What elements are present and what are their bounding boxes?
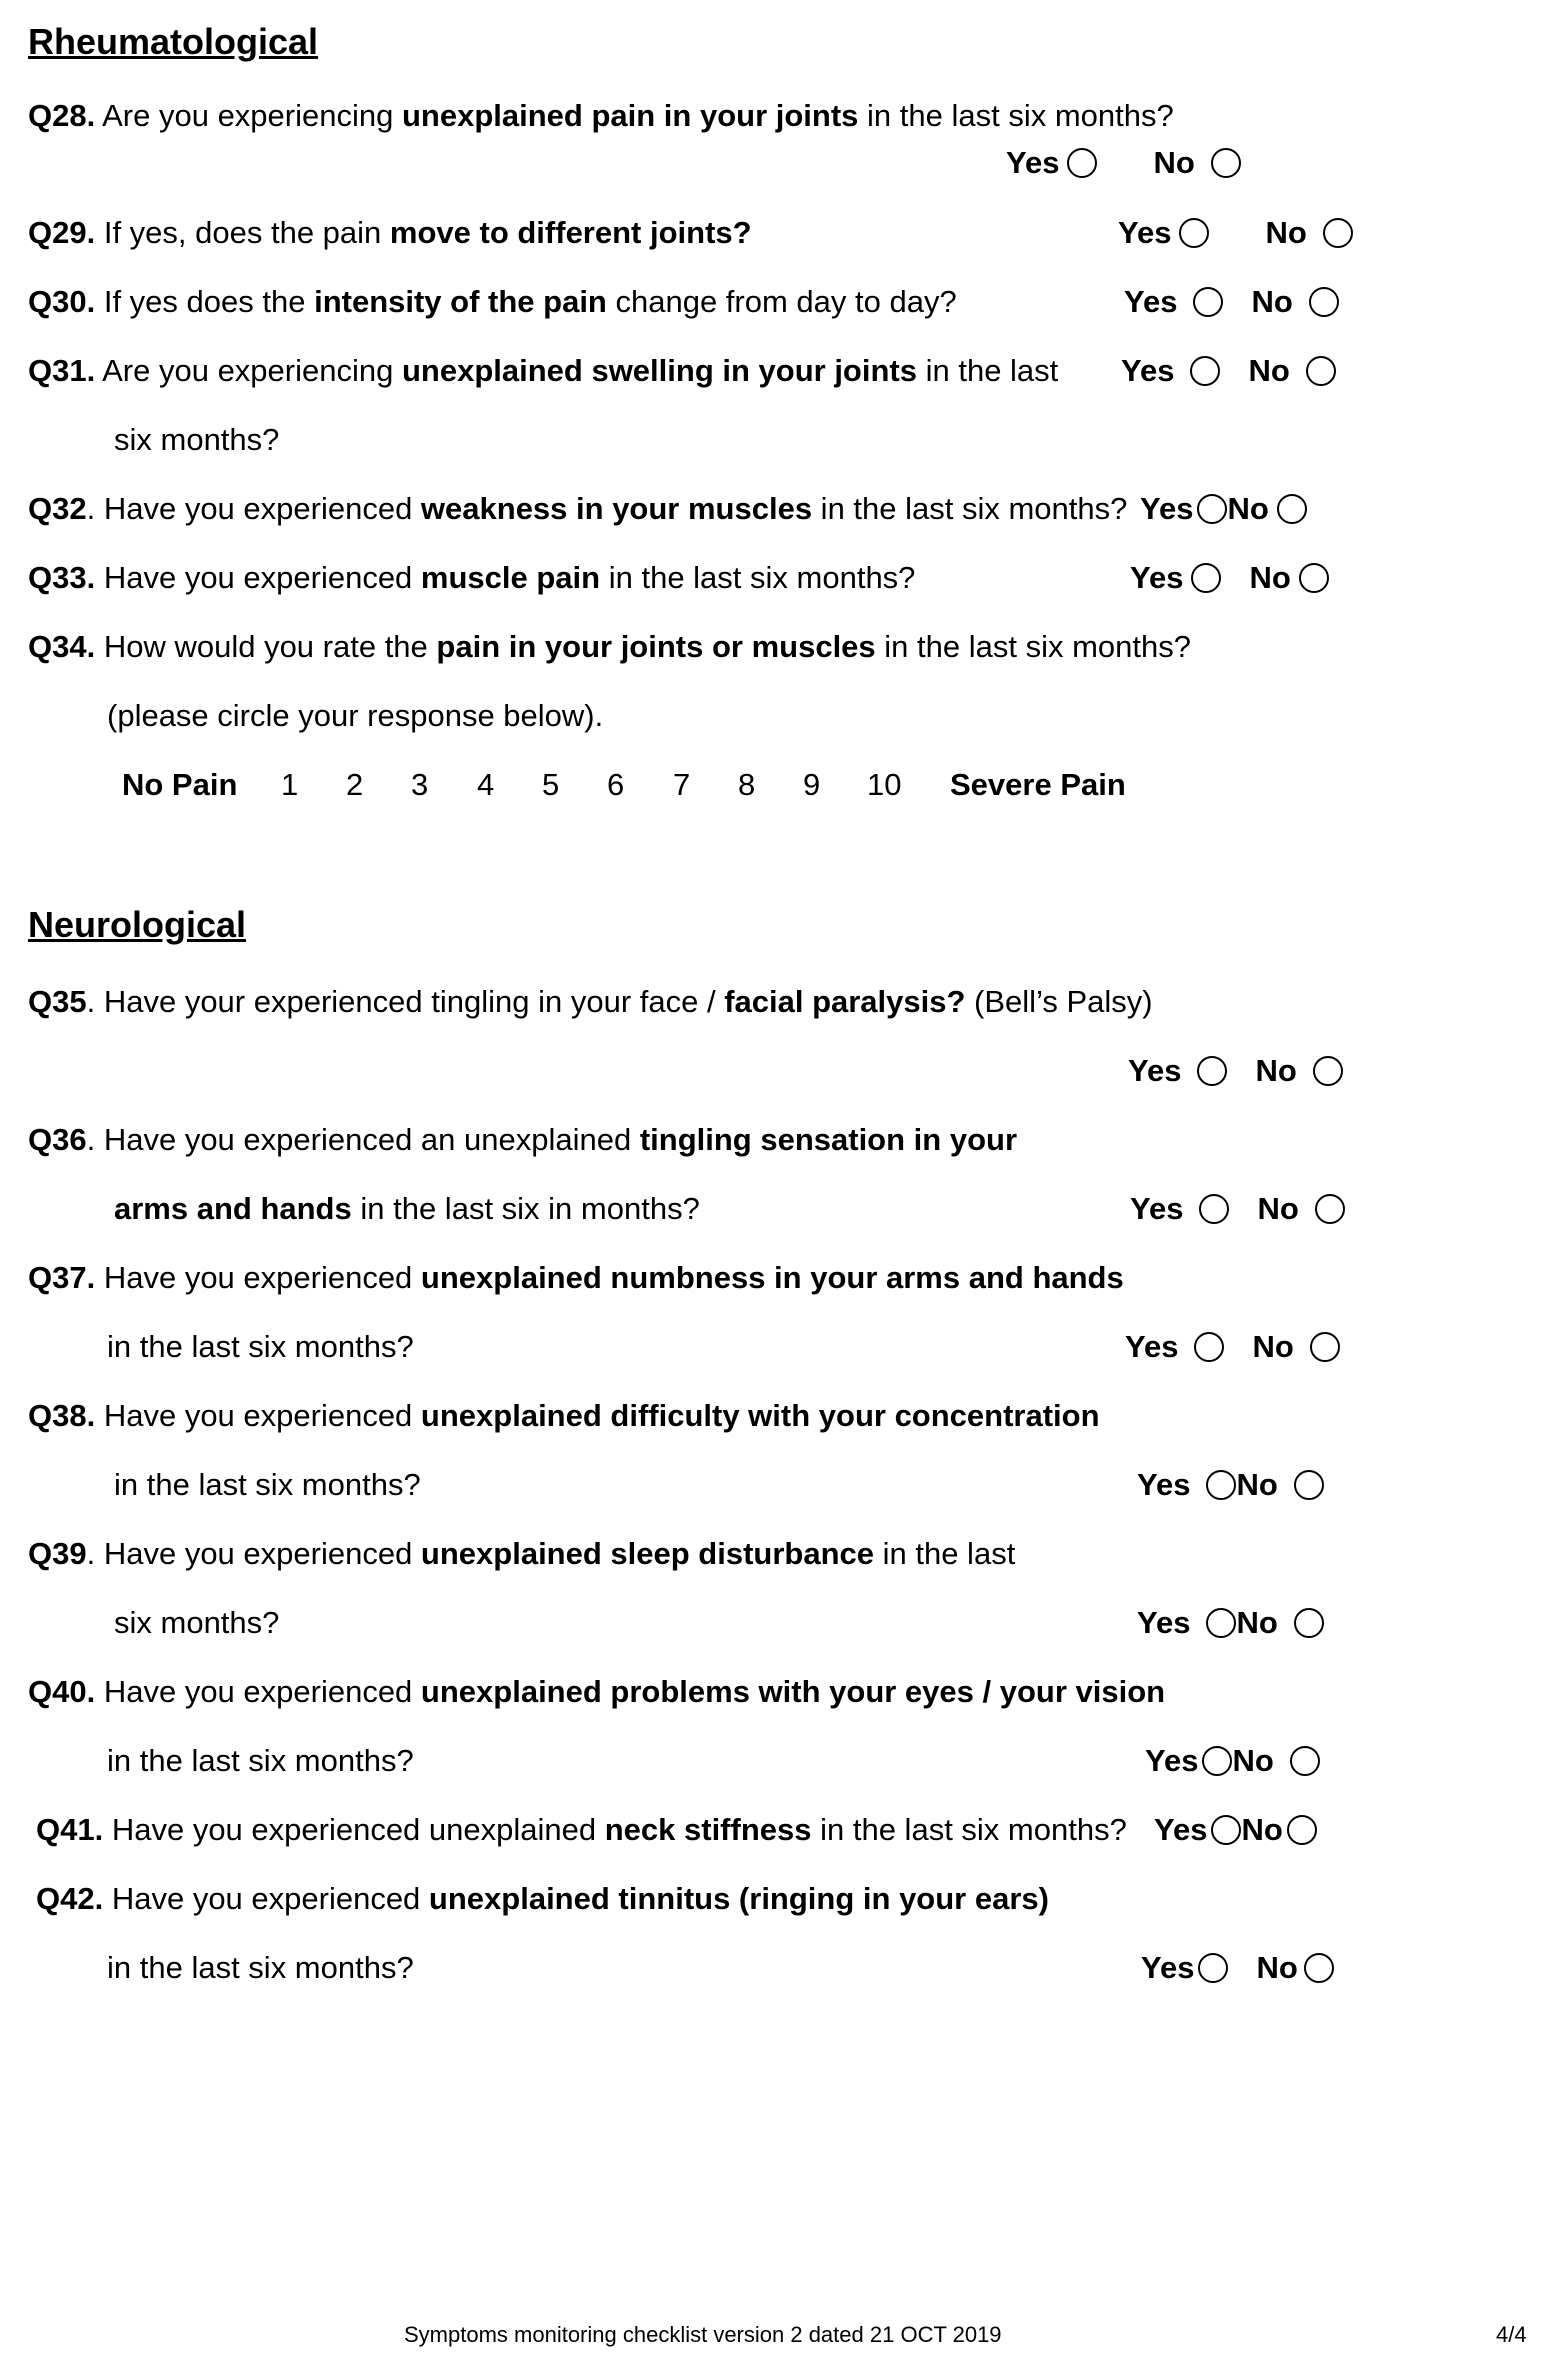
- yes-option[interactable]: [1128, 1051, 1227, 1091]
- question-text: Are you experiencing: [95, 353, 402, 388]
- no-option[interactable]: [1227, 489, 1306, 529]
- question-number: Q38.: [28, 1398, 96, 1433]
- pain-scale-8[interactable]: 8: [738, 767, 756, 802]
- question-q29: [28, 213, 752, 253]
- yes-option[interactable]: [1118, 213, 1209, 253]
- no-label: No: [1236, 1467, 1278, 1502]
- question-text: in the last: [874, 1536, 1016, 1571]
- question-number: Q41.: [36, 1812, 104, 1847]
- pain-scale-2[interactable]: 2: [346, 767, 364, 802]
- no-radio[interactable]: [1290, 1746, 1320, 1776]
- question-text: . Have you experienced: [86, 1536, 421, 1571]
- pain-scale-high-label: Severe Pain: [950, 767, 1126, 802]
- no-radio[interactable]: [1294, 1608, 1324, 1638]
- yes-label: Yes: [1145, 1743, 1199, 1778]
- yes-radio[interactable]: [1197, 494, 1227, 524]
- no-radio[interactable]: [1304, 1953, 1334, 1983]
- yes-radio[interactable]: [1206, 1608, 1236, 1638]
- yes-option[interactable]: [1121, 351, 1220, 391]
- yes-option[interactable]: [1137, 1465, 1236, 1505]
- question-q34: [28, 627, 1191, 667]
- question-text: Have you experienced: [95, 1674, 421, 1709]
- no-option[interactable]: [1153, 143, 1240, 183]
- answer-q32: [1140, 489, 1307, 529]
- question-number: Q36: [28, 1122, 87, 1157]
- question-number: Q33.: [28, 560, 96, 595]
- question-q31: [28, 351, 1058, 391]
- yes-label: Yes: [1125, 1329, 1179, 1364]
- yes-radio[interactable]: [1197, 1056, 1227, 1086]
- question-q38: [28, 1396, 1100, 1436]
- no-label: No: [1255, 1053, 1297, 1088]
- question-q36: [28, 1120, 1017, 1160]
- no-radio[interactable]: [1323, 218, 1353, 248]
- question-text: If yes, does the pain: [95, 215, 390, 250]
- question-number: Q30.: [28, 284, 96, 319]
- question-bold-text: unexplained pain in your joints: [401, 98, 859, 133]
- question-bold-text: weakness in your muscles: [420, 491, 813, 526]
- yes-label: Yes: [1006, 145, 1060, 180]
- question-q31-continued: six months?: [114, 422, 280, 457]
- yes-option[interactable]: [1130, 1189, 1229, 1229]
- question-number: Q37.: [28, 1260, 96, 1295]
- answer-q40: [1145, 1741, 1320, 1781]
- yes-label: Yes: [1128, 1053, 1182, 1088]
- yes-radio[interactable]: [1194, 1332, 1224, 1362]
- yes-label: Yes: [1141, 1950, 1195, 1985]
- question-bold-text: tingling sensation in your: [639, 1122, 1018, 1157]
- yes-option[interactable]: [1141, 1948, 1228, 1988]
- no-option[interactable]: [1265, 213, 1352, 253]
- yes-radio[interactable]: [1067, 148, 1097, 178]
- answer-q28: [1006, 143, 1241, 183]
- question-q37: [28, 1258, 1124, 1298]
- no-radio[interactable]: [1310, 1332, 1340, 1362]
- question-q30: [28, 282, 957, 322]
- question-text: (Bell’s Palsy): [965, 984, 1153, 1019]
- answer-q41: [1154, 1810, 1317, 1850]
- yes-radio[interactable]: [1191, 563, 1221, 593]
- no-label: No: [1248, 353, 1290, 388]
- question-q35: [28, 982, 1153, 1022]
- question-text: change from day to day?: [606, 284, 957, 319]
- question-number: Q28.: [28, 98, 96, 133]
- question-text: Have you experienced: [103, 1881, 429, 1916]
- no-label: No: [1236, 1605, 1278, 1640]
- yes-option[interactable]: [1130, 558, 1221, 598]
- no-option[interactable]: [1255, 1051, 1342, 1091]
- question-bold-text: unexplained problems with your eyes / your vision: [420, 1674, 1166, 1709]
- question-text: in the last six months?: [600, 560, 916, 595]
- question-text: in the last six in months?: [351, 1191, 700, 1226]
- yes-label: Yes: [1118, 215, 1172, 250]
- yes-radio[interactable]: [1198, 1953, 1228, 1983]
- question-bold-text: unexplained difficulty with your concentration: [420, 1398, 1100, 1433]
- no-label: No: [1251, 284, 1293, 319]
- question-number: Q42.: [36, 1881, 104, 1916]
- question-bold-text: neck stiffness: [604, 1812, 812, 1847]
- answer-q36: [1130, 1189, 1345, 1229]
- question-bold-text: unexplained tinnitus (ringing in your ears): [428, 1881, 1049, 1916]
- no-label: No: [1241, 1812, 1283, 1847]
- question-text: in the last: [916, 353, 1059, 388]
- question-text: Have you experienced unexplained: [103, 1812, 605, 1847]
- yes-option[interactable]: [1124, 282, 1223, 322]
- question-q40-continued: in the last six months?: [107, 1743, 414, 1778]
- yes-label: Yes: [1137, 1605, 1191, 1640]
- no-radio[interactable]: [1277, 494, 1307, 524]
- no-option[interactable]: [1251, 282, 1338, 322]
- pain-scale-10[interactable]: 10: [867, 767, 902, 802]
- section-heading-rheumatological: Rheumatological: [28, 21, 319, 62]
- yes-label: Yes: [1140, 491, 1194, 526]
- question-bold-text: facial paralysis?: [724, 984, 966, 1019]
- question-text: . Have you experienced an unexplained: [86, 1122, 640, 1157]
- question-q33: [28, 558, 915, 598]
- pain-scale-3[interactable]: 3: [411, 767, 429, 802]
- no-radio[interactable]: [1315, 1194, 1345, 1224]
- question-q32: [28, 489, 1127, 529]
- question-q39: [28, 1534, 1015, 1574]
- no-label: No: [1252, 1329, 1294, 1364]
- answer-q33: [1130, 558, 1329, 598]
- no-radio[interactable]: [1313, 1056, 1343, 1086]
- question-text: Are you experiencing: [95, 98, 402, 133]
- yes-label: Yes: [1121, 353, 1175, 388]
- no-option[interactable]: [1252, 1327, 1339, 1367]
- question-bold-text: move to different joints?: [389, 215, 752, 250]
- question-text: Have you experienced: [95, 1398, 421, 1433]
- question-q38-continued: in the last six months?: [114, 1467, 421, 1502]
- yes-radio[interactable]: [1193, 287, 1223, 317]
- yes-radio[interactable]: [1179, 218, 1209, 248]
- question-number: Q29.: [28, 215, 96, 250]
- question-number: Q32: [28, 491, 87, 526]
- question-text: Have you experienced: [95, 1260, 421, 1295]
- yes-radio[interactable]: [1199, 1194, 1229, 1224]
- question-number: Q35: [28, 984, 87, 1019]
- no-option[interactable]: [1236, 1603, 1323, 1643]
- answer-q37: [1125, 1327, 1340, 1367]
- question-number: Q34.: [28, 629, 96, 664]
- yes-label: Yes: [1130, 560, 1184, 595]
- answer-q38: [1137, 1465, 1324, 1505]
- footer-page-number: 4/4: [1496, 2322, 1527, 2347]
- no-option[interactable]: [1236, 1465, 1323, 1505]
- question-bold-text: muscle pain: [420, 560, 601, 595]
- yes-label: Yes: [1154, 1812, 1208, 1847]
- question-q40: [28, 1672, 1165, 1712]
- question-q41: [36, 1810, 1127, 1850]
- question-bold-text: arms and hands: [114, 1191, 352, 1226]
- question-bold-text: intensity of the pain: [314, 284, 607, 319]
- yes-option[interactable]: [1140, 489, 1227, 529]
- no-radio[interactable]: [1287, 1815, 1317, 1845]
- no-label: No: [1232, 1743, 1274, 1778]
- pain-scale-9[interactable]: 9: [803, 767, 821, 802]
- question-bold-text: unexplained numbness in your arms and hands: [420, 1260, 1124, 1295]
- yes-option[interactable]: [1006, 143, 1097, 183]
- no-radio[interactable]: [1306, 356, 1336, 386]
- no-radio[interactable]: [1294, 1470, 1324, 1500]
- answer-q30: [1124, 282, 1339, 322]
- question-q28: [28, 96, 1174, 136]
- question-number: Q40.: [28, 1674, 96, 1709]
- no-label: No: [1265, 215, 1307, 250]
- no-label: No: [1257, 1191, 1299, 1226]
- yes-radio[interactable]: [1211, 1815, 1241, 1845]
- question-bold-text: unexplained swelling in your joints: [401, 353, 917, 388]
- question-text: in the last six months?: [812, 491, 1128, 526]
- question-text: How would you rate the: [95, 629, 437, 664]
- no-option[interactable]: [1249, 558, 1328, 598]
- yes-option[interactable]: [1137, 1603, 1236, 1643]
- question-q42-continued: in the last six months?: [107, 1950, 414, 1985]
- question-bold-text: unexplained sleep disturbance: [420, 1536, 874, 1571]
- pain-scale-low-label: No Pain: [122, 767, 238, 802]
- section-heading-neurological: Neurological: [28, 904, 247, 945]
- question-text: in the last six months?: [858, 98, 1174, 133]
- question-text: If yes does the: [95, 284, 315, 319]
- question-q34-instruction: (please circle your response below).: [107, 698, 604, 733]
- yes-radio[interactable]: [1206, 1470, 1236, 1500]
- question-text: in the last six months?: [811, 1812, 1127, 1847]
- no-label: No: [1256, 1950, 1298, 1985]
- question-text: . Have you experienced: [86, 491, 421, 526]
- no-label: No: [1153, 145, 1195, 180]
- question-q36-continued: [114, 1189, 700, 1229]
- no-radio[interactable]: [1299, 563, 1329, 593]
- pain-scale-7[interactable]: 7: [673, 767, 691, 802]
- no-radio[interactable]: [1309, 287, 1339, 317]
- no-option[interactable]: [1248, 351, 1335, 391]
- answer-q35: [1128, 1051, 1343, 1091]
- question-q37-continued: in the last six months?: [107, 1329, 414, 1364]
- pain-scale-6[interactable]: 6: [607, 767, 625, 802]
- no-radio[interactable]: [1211, 148, 1241, 178]
- question-number: Q39: [28, 1536, 87, 1571]
- answer-q31: [1121, 351, 1336, 391]
- answer-q29: [1118, 213, 1353, 253]
- no-option[interactable]: [1241, 1810, 1316, 1850]
- footer-version-text: Symptoms monitoring checklist version 2 dated 21 OCT 2019: [404, 2322, 1002, 2347]
- yes-option[interactable]: [1154, 1810, 1241, 1850]
- question-q39-continued: six months?: [114, 1605, 280, 1640]
- question-text: Have you experienced: [95, 560, 421, 595]
- question-bold-text: pain in your joints or muscles: [436, 629, 876, 664]
- question-text: . Have your experienced tingling in your face /: [86, 984, 725, 1019]
- no-label: No: [1227, 491, 1269, 526]
- yes-label: Yes: [1137, 1467, 1191, 1502]
- pain-scale-4[interactable]: 4: [477, 767, 495, 802]
- pain-scale-1[interactable]: 1: [281, 767, 299, 802]
- no-label: No: [1249, 560, 1291, 595]
- yes-option[interactable]: [1125, 1327, 1224, 1367]
- no-option[interactable]: [1232, 1741, 1319, 1781]
- yes-label: Yes: [1124, 284, 1178, 319]
- no-option[interactable]: [1256, 1948, 1333, 1988]
- yes-radio[interactable]: [1202, 1746, 1232, 1776]
- answer-q42: [1141, 1948, 1334, 1988]
- yes-label: Yes: [1130, 1191, 1184, 1226]
- no-option[interactable]: [1257, 1189, 1344, 1229]
- yes-option[interactable]: [1145, 1741, 1232, 1781]
- question-number: Q31.: [28, 353, 96, 388]
- question-q42: [36, 1879, 1049, 1919]
- question-text: in the last six months?: [875, 629, 1191, 664]
- pain-scale-5[interactable]: 5: [542, 767, 560, 802]
- answer-q39: [1137, 1603, 1324, 1643]
- yes-radio[interactable]: [1190, 356, 1220, 386]
